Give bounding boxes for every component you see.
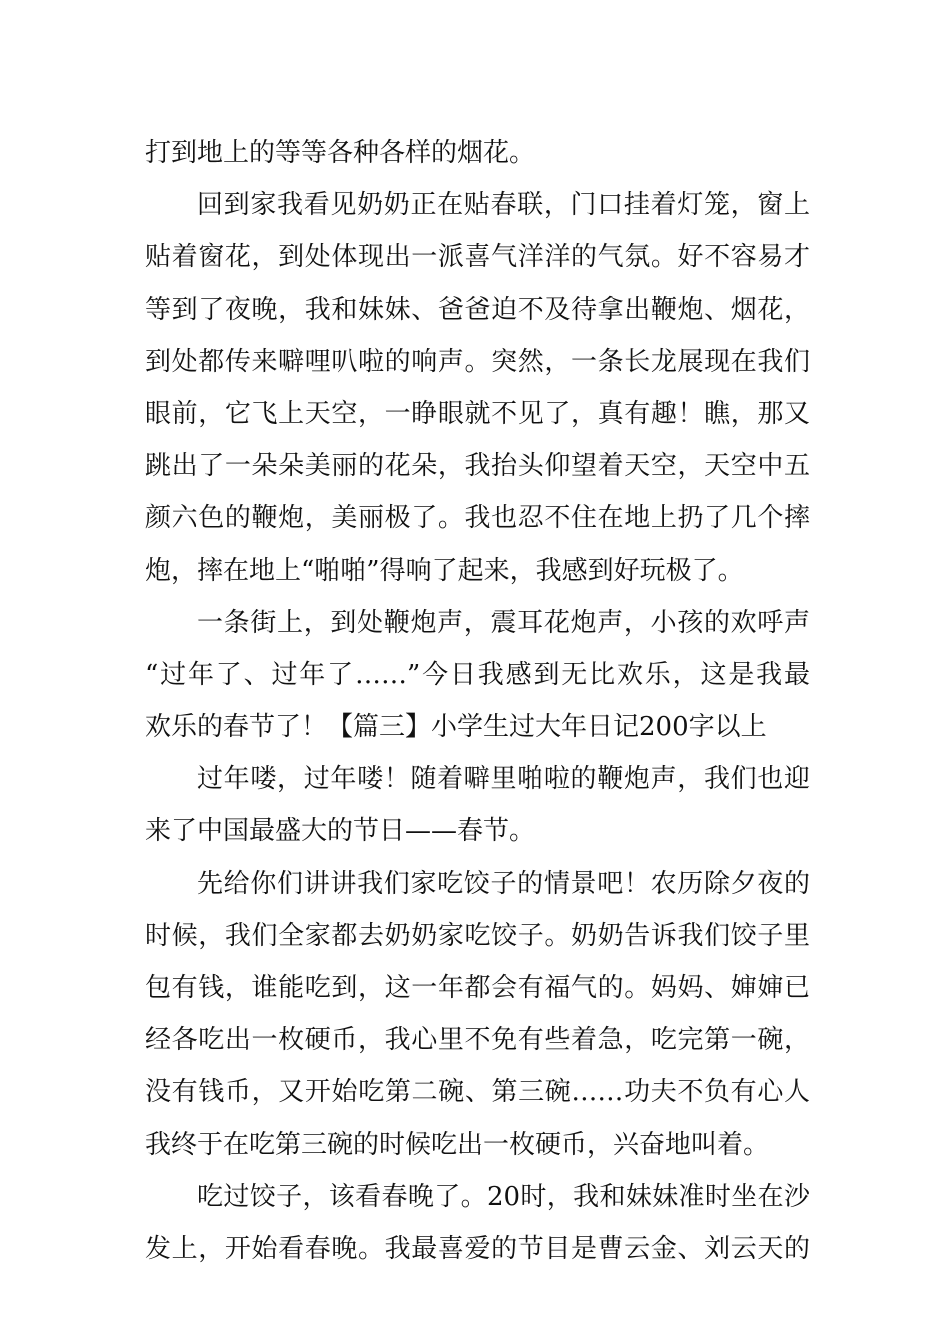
text-line: 眼前，它飞上天空，一睁眼就不见了，真有趣！瞧，那又 [145,398,810,429]
text-line: 包有钱，谁能吃到，这一年都会有福气的。妈妈、婶婶已 [145,973,810,1003]
text-line: 跳出了一朵朵美丽的花朵，我抬头仰望着天空，天空中五 [145,451,810,482]
text-line: 贴着窗花，到处体现出一派喜气洋洋的气氛。好不容易才 [145,242,810,273]
text-line: 没有钱币，又开始吃第二碗、第三碗……功夫不负有心人 [145,1077,810,1108]
text-line: 到处都传来噼哩叭啦的响声。突然，一条长龙展现在我们 [145,346,810,377]
text-line: 颜六色的鞭炮，美丽极了。我也忍不住在地上扔了几个摔 [145,503,810,534]
text-line: 打到地上的等等各种各样的烟花。 [145,138,536,168]
text-line: “过年了、过年了……”今日我感到无比欢乐，这是我最 [145,659,810,690]
text-line: 回到家我看见奶奶正在贴春联，门口挂着灯笼，窗上 [197,190,810,221]
text-line: 来了中国最盛大的节日——春节。 [145,816,536,847]
text-line: 过年喽，过年喽！随着噼里啪啦的鞭炮声，我们也迎 [197,764,810,795]
text-line: 一条街上，到处鞭炮声，震耳花炮声，小孩的欢呼声 [197,607,810,638]
text-line: 时候，我们全家都去奶奶家吃饺子。奶奶告诉我们饺子里 [145,920,810,951]
text-line: 吃过饺子，该看春晚了。20时，我和妹妹准时坐在沙 [197,1181,810,1212]
text-line: 发上，开始看春晚。我最喜爱的节目是曹云金、刘云天的 [145,1233,810,1264]
text-line: 等到了夜晚，我和妹妹、爸爸迫不及待拿出鞭炮、烟花， [145,294,810,325]
text-line: 我终于在吃第三碗的时候吃出一枚硬币，兴奋地叫着。 [145,1129,770,1160]
text-line: 经各吃出一枚硬币，我心里不免有些着急，吃完第一碗， [145,1025,810,1056]
text-line: 欢乐的春节了！【篇三】小学生过大年日记200字以上 [145,712,767,743]
article-body [145,127,810,1275]
text-line: 先给你们讲讲我们家吃饺子的情景吧！农历除夕夜的 [197,868,810,899]
text-line: 炮，摔在地上“啪啪”得响了起来，我感到好玩极了。 [145,555,744,586]
